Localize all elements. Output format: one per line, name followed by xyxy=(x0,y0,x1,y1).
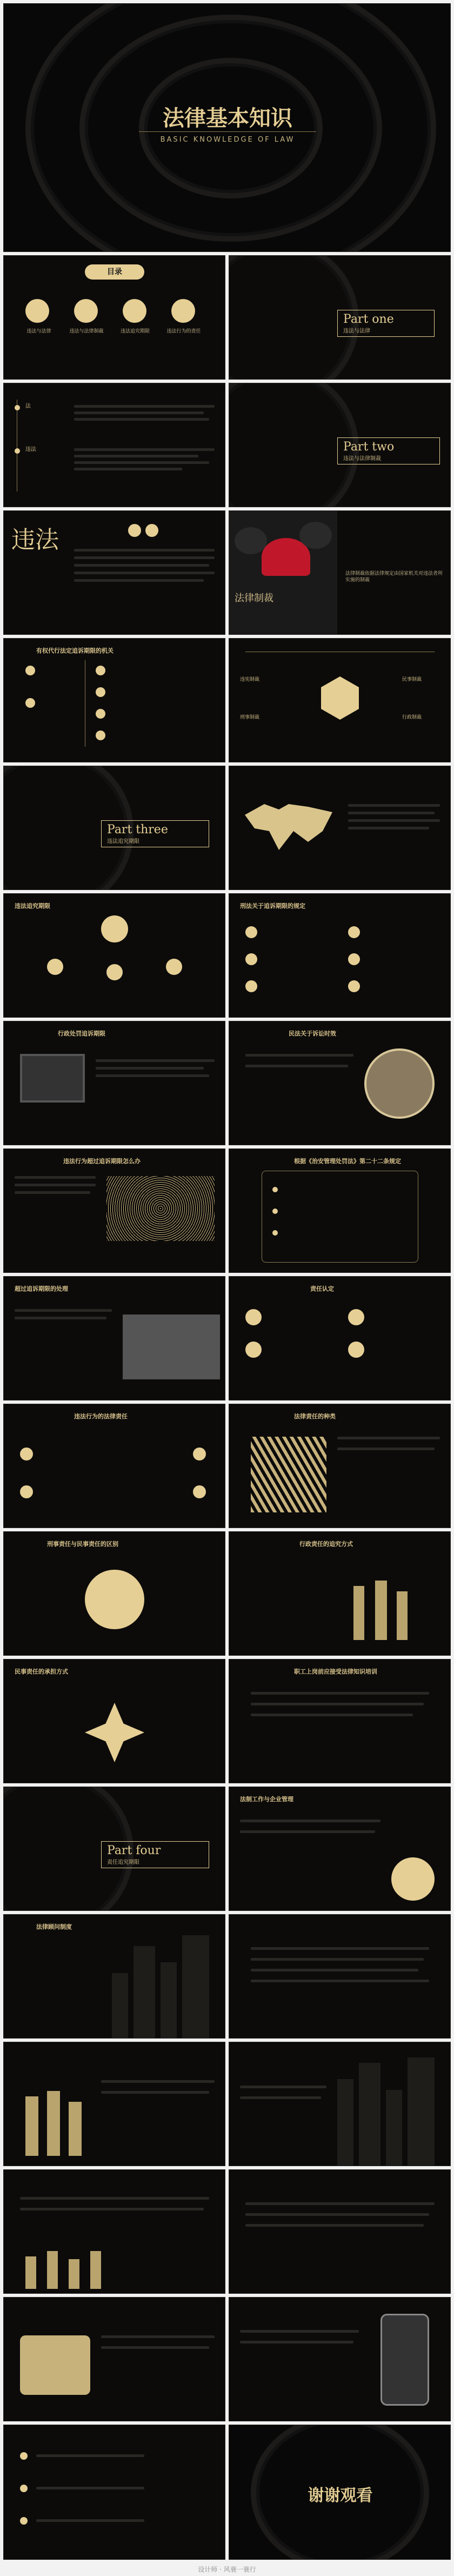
slide-title: 责任认定 xyxy=(310,1285,334,1292)
criminal-slide xyxy=(229,893,451,1018)
toc-item[interactable]: 违法行为的责任 xyxy=(166,329,201,334)
sanction-sub: 法律制裁依据法律规定由国家机关对违法者所实施的制裁 xyxy=(345,571,443,583)
violation-big: 违法 xyxy=(11,526,59,554)
thanks-title: 谢谢观看 xyxy=(308,2486,373,2505)
legal-slide xyxy=(3,1914,225,2039)
world-slide xyxy=(229,766,451,890)
slide-title: 有权代行法定追诉期限的机关 xyxy=(36,647,114,654)
phone-slide xyxy=(229,2297,451,2421)
thanks-slide xyxy=(229,2425,451,2560)
crowd-slide xyxy=(3,2169,225,2294)
terms-slide xyxy=(3,1276,225,1400)
resp-slide xyxy=(3,1404,225,1528)
slide-title: 民法关于诉讼时效 xyxy=(289,1030,336,1037)
toc-item[interactable]: 违法与法律制裁 xyxy=(69,329,104,334)
part-one-en: Part one xyxy=(343,313,394,326)
ending-slide xyxy=(3,2425,225,2560)
pursue-slide xyxy=(3,893,225,1018)
slide-title: 法律顾问制度 xyxy=(36,1923,72,1930)
part-one-cn: 违法与法律 xyxy=(343,328,370,334)
slide-title: 法律责任的种类 xyxy=(294,1413,336,1420)
hands-slide xyxy=(3,2297,225,2421)
legal2-slide xyxy=(229,1914,451,2039)
hex-label: 民事制裁 xyxy=(402,677,422,682)
slide-title: 民事责任的承担方式 xyxy=(15,1668,68,1675)
violation-slide xyxy=(3,510,225,635)
hex-slide xyxy=(229,638,451,762)
law-label: 违法 xyxy=(25,447,36,453)
personal-slide xyxy=(229,1659,451,1783)
enterprise-slide xyxy=(229,1787,451,1911)
part-four-en: Part four xyxy=(107,1844,161,1857)
cover-subtitle: BASIC KNOWLEDGE OF LAW xyxy=(160,136,295,144)
footer: 设计师 · 风蓑一蓑行 xyxy=(198,2566,256,2573)
slide-title: 刑法关于追诉期限的规定 xyxy=(240,902,305,909)
sanction-title: 法律制裁 xyxy=(235,593,273,604)
part-two-en: Part two xyxy=(343,440,395,454)
part-one-slide xyxy=(229,255,451,380)
toc-item[interactable]: 违法与法律 xyxy=(26,329,51,334)
part-two-slide xyxy=(229,383,451,507)
part-two-cn: 违法与法律制裁 xyxy=(343,456,381,462)
exceed-slide xyxy=(3,1148,225,1273)
cover-title: 法律基本知识 xyxy=(163,106,292,131)
hex-label: 行政制裁 xyxy=(402,715,422,720)
reg-slide xyxy=(229,1148,451,1273)
toc-slide xyxy=(3,255,225,380)
investigation-slide xyxy=(3,638,225,762)
civil-resp-slide xyxy=(3,1659,225,1783)
law-heading: 法 xyxy=(25,403,31,409)
sanction-slide xyxy=(229,510,451,635)
slide-title: 职工上岗前应接受法律知识培训 xyxy=(294,1668,377,1675)
duty-slide xyxy=(229,1276,451,1400)
part-four-cn: 责任追究期限 xyxy=(107,1860,139,1865)
city-slide xyxy=(229,2042,451,2166)
civil-slide xyxy=(229,1021,451,1145)
slide-title: 刑事责任与民事责任的区别 xyxy=(47,1541,118,1548)
slide-title: 根据《治安管理处罚法》第二十二条规定 xyxy=(294,1158,401,1165)
slide-title: 法制工作与企业管理 xyxy=(240,1796,293,1803)
hex-label: 刑事制裁 xyxy=(240,715,260,720)
slide-title: 违法行为的法律责任 xyxy=(74,1413,128,1420)
slide-title: 违法行为超过追诉期限怎么办 xyxy=(63,1158,141,1165)
part-three-cn: 违法追究期限 xyxy=(107,839,139,845)
toc-item[interactable]: 违法追究期限 xyxy=(120,329,150,334)
slide-title: 违法追究期限 xyxy=(15,902,50,909)
checklist-slide xyxy=(229,2169,451,2294)
admin-resp-slide xyxy=(229,1531,451,1656)
cover-slide xyxy=(3,3,451,252)
slide-title: 行政处罚追诉期限 xyxy=(58,1030,105,1037)
slide-title: 超过追诉期限的处理 xyxy=(15,1285,68,1292)
hex-label: 违宪制裁 xyxy=(240,677,260,682)
kinds-slide xyxy=(229,1404,451,1528)
slide-title: 行政责任的追究方式 xyxy=(299,1541,353,1548)
admin-slide xyxy=(3,1021,225,1145)
toc-title: 目录 xyxy=(85,264,144,280)
part-three-en: Part three xyxy=(107,823,168,836)
silhouette-slide xyxy=(3,2042,225,2166)
law-slide xyxy=(3,383,225,507)
part-three-slide xyxy=(3,766,225,890)
part-four-slide xyxy=(3,1787,225,1911)
crim-resp-slide xyxy=(3,1531,225,1656)
